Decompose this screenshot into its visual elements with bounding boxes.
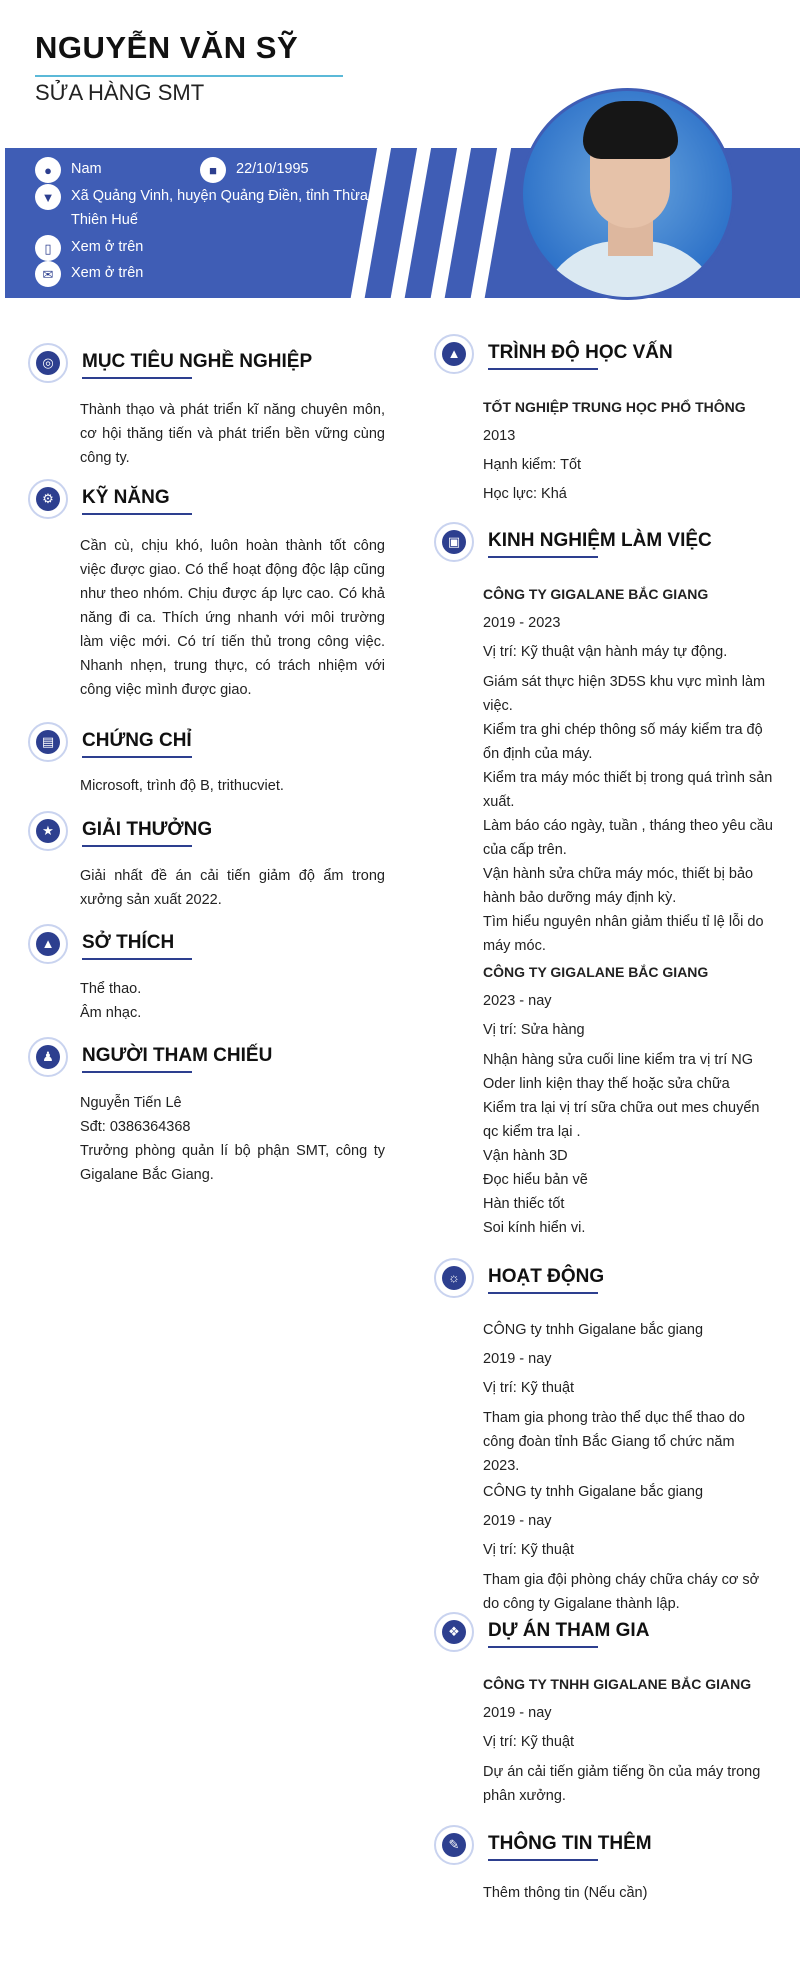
job-duty: Oder linh kiện thay thế hoặc sửa chữa <box>483 1076 730 1092</box>
people-icon: ♟ <box>28 1037 68 1077</box>
pencil-icon: ✎ <box>434 1825 474 1865</box>
section-references <box>28 1037 388 1079</box>
job-duty: Giám sát thực hiện 3D5S khu vực mình làm việc. <box>483 674 766 714</box>
education-year: 2013 <box>483 428 516 444</box>
section-title: HOẠT ĐỘNG <box>488 1266 605 1287</box>
contact-birthday <box>200 157 309 183</box>
section-activities <box>434 1258 794 1300</box>
section-hobbies <box>28 924 388 966</box>
projects-block <box>483 1670 773 1808</box>
section-title: CHỨNG CHỈ <box>82 730 192 751</box>
profile-photo <box>520 88 735 300</box>
section-skills <box>28 479 388 521</box>
job-duty: Kiểm tra lại vị trí sữa chữa out mes chuyển qc kiểm tra lại . <box>483 1100 760 1140</box>
skills-text: Cần cù, chịu khó, luôn hoàn thành tốt công việc được giao. Có thể hoạt động độc lập cũng như theo nhóm. Chịu được áp lực cao. Có khả năng đi ca. Thích ứng nhanh với môi trường làm việc mới. Có trí tiến thủ trong công việc. Nhanh nhẹn, trung thực, có trách nhiệm với công việc mình được giao. <box>80 538 385 698</box>
thumbs-up-icon: ▲ <box>28 924 68 964</box>
section-objective <box>28 343 388 385</box>
lightbulb-icon: ☼ <box>434 1258 474 1298</box>
phone-icon: ▯ <box>35 235 61 261</box>
trophy-icon: ★ <box>28 811 68 851</box>
certificate-icon: ▤ <box>28 722 68 762</box>
section-title: TRÌNH ĐỘ HỌC VẤN <box>488 342 673 363</box>
activity-desc: Tham gia phong trào thể dục thể thao do công đoàn tỉnh Bắc Giang tổ chức năm 2023. <box>483 1410 745 1474</box>
activity-org: CÔNG ty tnhh Gigalane bắc giang <box>483 1322 704 1338</box>
contact-address <box>35 184 370 232</box>
job-duty: Tìm hiểu nguyên nhân giảm thiểu tỉ lệ lỗi do máy móc. <box>483 914 764 954</box>
activity-position: Vị trí: Kỹ thuật <box>483 1542 575 1558</box>
graduation-cap-icon: ▲ <box>434 334 474 374</box>
section-title: GIẢI THƯỞNG <box>82 819 213 840</box>
section-awards <box>28 811 388 853</box>
job-company: CÔNG TY GIGALANE BẮC GIANG <box>483 964 709 980</box>
briefcase-icon: ▣ <box>434 522 474 562</box>
hobby-item: Thể thao. <box>80 981 142 997</box>
target-icon: ◎ <box>28 343 68 383</box>
references-block <box>80 1091 385 1187</box>
education-block <box>483 393 773 509</box>
project-company: CÔNG TY TNHH GIGALANE BẮC GIANG <box>483 1676 752 1692</box>
activity-desc: Tham gia đội phòng cháy chữa cháy cơ sở do công ty Gigalane thành lập. <box>483 1572 760 1612</box>
job-duty: Soi kính hiển vi. <box>483 1220 586 1236</box>
job-entry <box>483 580 773 958</box>
activity-entry <box>483 1316 773 1478</box>
contact-phone <box>35 235 143 261</box>
hobbies-list <box>80 977 385 1025</box>
activity-position: Vị trí: Kỹ thuật <box>483 1380 575 1396</box>
job-title: SỬA HÀNG SMT <box>35 80 205 105</box>
section-additional <box>434 1825 794 1867</box>
banner-stripe <box>387 148 433 298</box>
section-title: DỰ ÁN THAM GIA <box>488 1620 650 1641</box>
job-duty: Kiểm tra ghi chép thông số máy kiểm tra độ ổn định của máy. <box>483 722 763 762</box>
contact-email <box>35 261 143 287</box>
activities-block <box>483 1316 773 1616</box>
user-icon: ● <box>35 157 61 183</box>
job-duty: Đọc hiểu bản vẽ <box>483 1172 588 1188</box>
job-duty: Vận hành sửa chữa máy móc, thiết bị bảo hành bảo dưỡng máy định kỳ. <box>483 866 754 906</box>
job-position: Vị trí: Sửa hàng <box>483 1022 585 1038</box>
project-desc: Dự án cải tiến giảm tiếng ồn của máy trong phân xưởng. <box>483 1764 761 1804</box>
section-title: NGƯỜI THAM CHIẾU <box>82 1045 273 1066</box>
candidate-name: NGUYỄN VĂN SỸ <box>35 30 299 65</box>
hobby-item: Âm nhạc. <box>80 1005 142 1021</box>
education-conduct: Hạnh kiểm: Tốt <box>483 457 582 473</box>
name-underline <box>35 75 343 77</box>
job-period: 2019 - 2023 <box>483 615 561 631</box>
education-academic: Học lực: Khá <box>483 486 567 502</box>
gender-value: Nam <box>71 161 102 177</box>
handshake-icon: ❖ <box>434 1612 474 1652</box>
reference-position: Trưởng phòng quản lí bộ phận SMT, công ty Gigalane Bắc Giang. <box>80 1143 385 1183</box>
cake-icon: ■ <box>200 157 226 183</box>
section-title: KỸ NĂNG <box>82 487 170 508</box>
section-experience <box>434 522 794 564</box>
gear-icon: ⚙ <box>28 479 68 519</box>
location-pin-icon: ▼ <box>35 184 61 210</box>
job-duty: Làm báo cáo ngày, tuần , tháng theo yêu cầu của cấp trên. <box>483 818 773 858</box>
reference-phone: Sđt: 0386364368 <box>80 1119 191 1135</box>
section-certificates <box>28 722 388 764</box>
job-position: Vị trí: Kỹ thuật vận hành máy tự động. <box>483 644 728 660</box>
birthday-value: 22/10/1995 <box>236 161 309 177</box>
section-title: KINH NGHIỆM LÀM VIỆC <box>488 530 712 551</box>
objective-text: Thành thạo và phát triển kĩ năng chuyên môn, cơ hội thăng tiến và phát triển bền vững cùng công ty. <box>80 402 385 466</box>
job-entry <box>483 958 773 1240</box>
activity-entry <box>483 1478 773 1616</box>
job-company: CÔNG TY GIGALANE BẮC GIANG <box>483 586 709 602</box>
section-title: MỤC TIÊU NGHỀ NGHIỆP <box>82 351 313 372</box>
job-duty: Kiểm tra máy móc thiết bị trong quá trình sản xuất. <box>483 770 773 810</box>
phone-value: Xem ở trên <box>71 239 144 255</box>
email-value: Xem ở trên <box>71 265 144 281</box>
job-period: 2023 - nay <box>483 993 552 1009</box>
address-value: Xã Quảng Vinh, huyện Quảng Điền, tỉnh Thừa Thiên Huế <box>71 188 368 228</box>
job-duty: Hàn thiếc tốt <box>483 1196 565 1212</box>
reference-name: Nguyễn Tiến Lê <box>80 1095 182 1111</box>
awards-text: Giải nhất đề án cải tiến giảm độ ẩm trong xưởng sản xuất 2022. <box>80 868 385 908</box>
education-school: TỐT NGHIỆP TRUNG HỌC PHỔ THÔNG <box>483 399 746 415</box>
section-title: THÔNG TIN THÊM <box>488 1833 652 1854</box>
activity-org: CÔNG ty tnhh Gigalane bắc giang <box>483 1484 704 1500</box>
contact-gender <box>35 157 102 183</box>
certificates-text: Microsoft, trình độ B, trithucviet. <box>80 778 284 794</box>
experience-block <box>483 580 773 1240</box>
project-period: 2019 - nay <box>483 1705 552 1721</box>
envelope-icon: ✉ <box>35 261 61 287</box>
banner-stripe <box>467 148 513 298</box>
activity-period: 2019 - nay <box>483 1351 552 1367</box>
section-education <box>434 334 794 376</box>
banner-stripe <box>427 148 473 298</box>
additional-text: Thêm thông tin (Nếu cần) <box>483 1885 648 1901</box>
section-title: SỞ THÍCH <box>82 932 175 953</box>
job-duty: Vận hành 3D <box>483 1148 568 1164</box>
section-projects <box>434 1612 794 1654</box>
project-position: Vị trí: Kỹ thuật <box>483 1734 575 1750</box>
job-duty: Nhận hàng sửa cuối line kiểm tra vị trí NG <box>483 1052 754 1068</box>
activity-period: 2019 - nay <box>483 1513 552 1529</box>
